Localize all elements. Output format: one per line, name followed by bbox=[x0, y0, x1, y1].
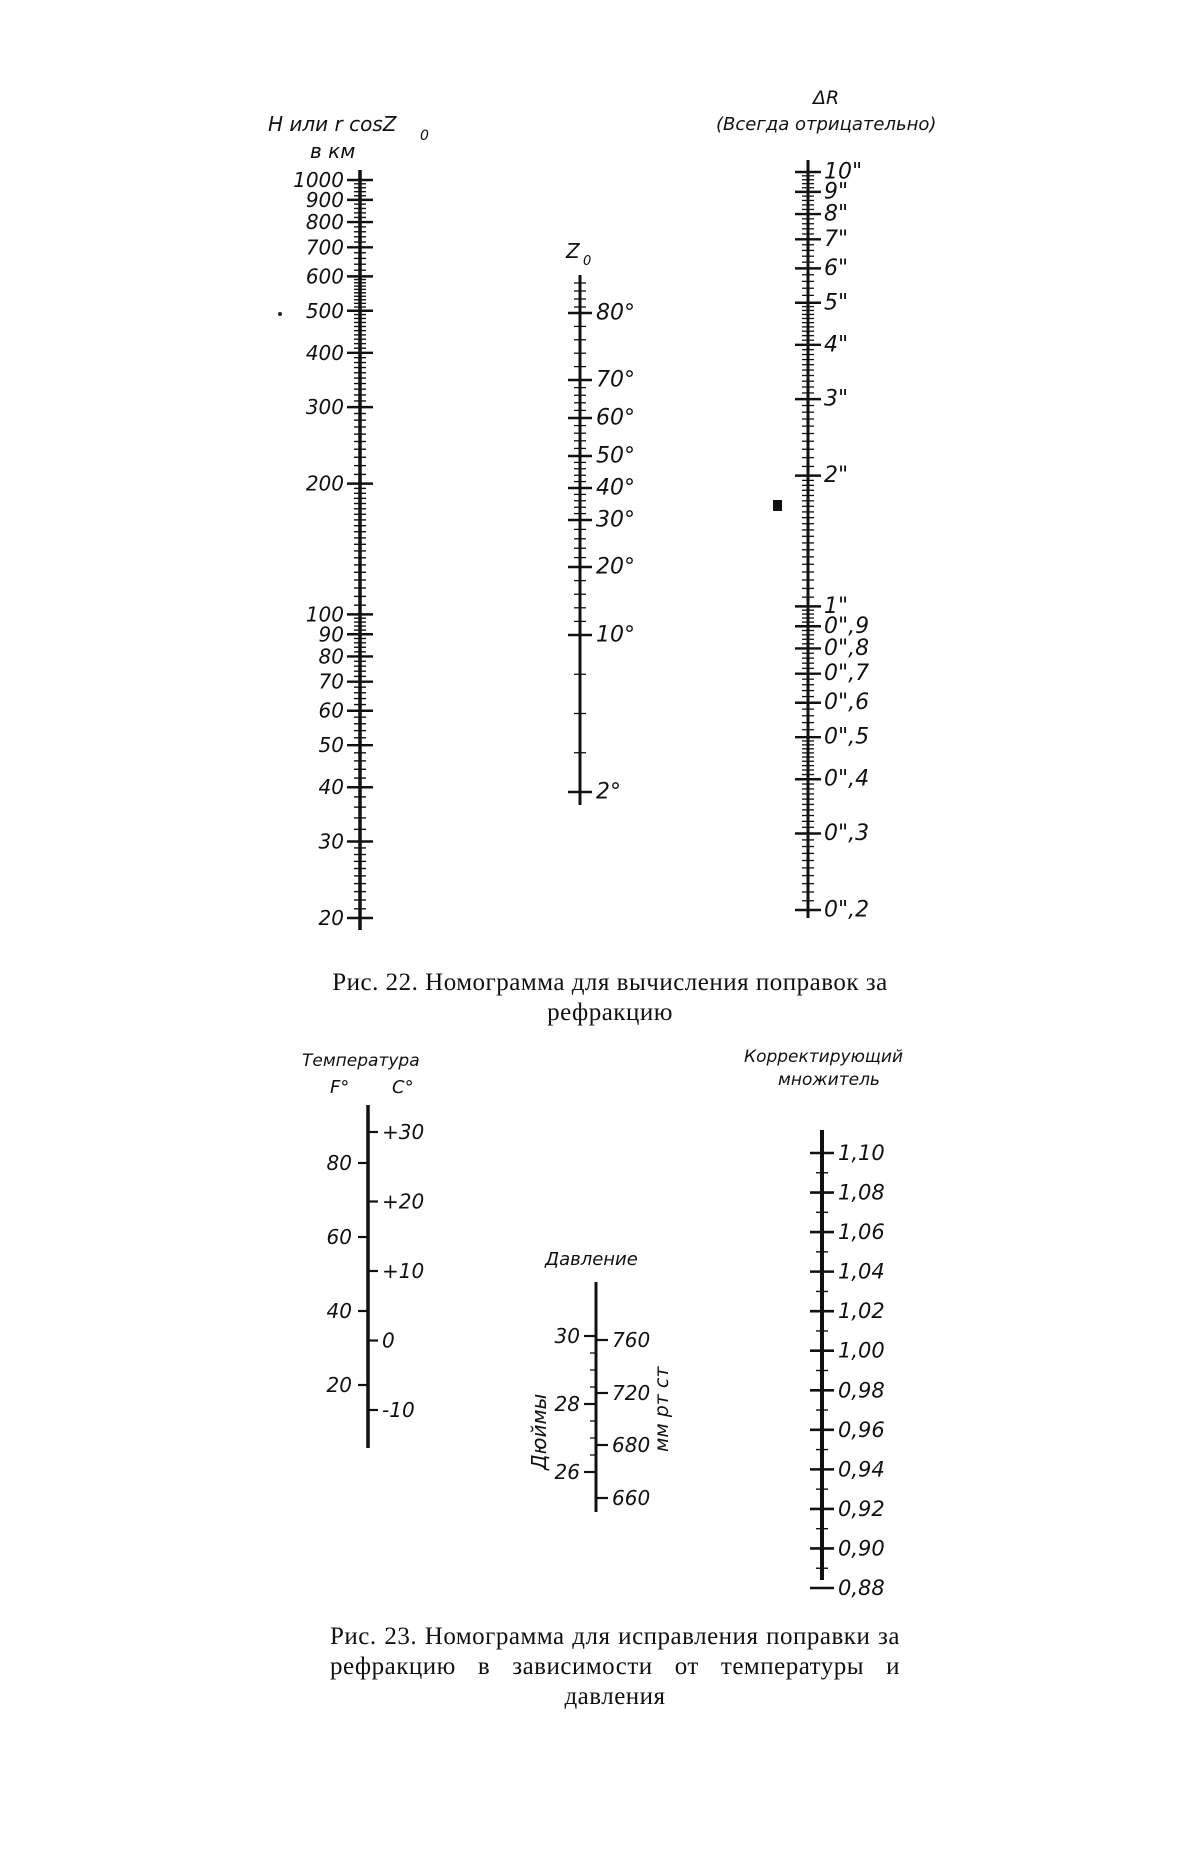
factor-label: 0,96 bbox=[838, 1417, 885, 1442]
dr-scale-label: 8" bbox=[824, 201, 849, 227]
temperature-f-label: 20 bbox=[326, 1373, 352, 1397]
dr-scale-label: 0",6 bbox=[824, 690, 870, 716]
dr-scale-label: 0",9 bbox=[824, 613, 870, 639]
pressure-mm-label: 660 bbox=[612, 1486, 651, 1510]
h-scale-label: 20 bbox=[318, 906, 344, 930]
ink-dot bbox=[278, 312, 282, 316]
z-scale-label: 30° bbox=[596, 507, 635, 533]
figure-23-caption bbox=[330, 1622, 900, 1712]
pressure-labels bbox=[555, 1324, 651, 1510]
h-scale-label: 80 bbox=[318, 644, 344, 669]
dr-scale-labels bbox=[824, 160, 869, 923]
factor-label: 1,00 bbox=[838, 1338, 885, 1363]
factor-label: 1,08 bbox=[838, 1180, 885, 1205]
dr-scale-label: 5" bbox=[824, 290, 849, 316]
h-scale-labels bbox=[293, 168, 344, 930]
h-scale-label: 70 bbox=[318, 669, 344, 694]
temperature-c-label: +10 bbox=[382, 1259, 425, 1283]
h-scale-label: 800 bbox=[305, 210, 344, 235]
temperature-unit-c: C° bbox=[392, 1077, 414, 1098]
h-scale-label: 900 bbox=[305, 187, 344, 212]
h-scale-label: 30 bbox=[318, 829, 344, 854]
factor-label: 1,02 bbox=[838, 1299, 885, 1324]
z-scale-labels bbox=[596, 301, 635, 805]
dr-scale-label: 2" bbox=[824, 463, 849, 489]
temperature-c-label: +20 bbox=[382, 1189, 425, 1214]
dr-scale-label: 0",5 bbox=[824, 724, 870, 750]
dr-scale-title-line1: ΔR bbox=[813, 87, 840, 109]
pressure-inch-label: 28 bbox=[554, 1392, 580, 1416]
temperature-unit-f: F° bbox=[330, 1077, 350, 1098]
pressure-mm-label: 760 bbox=[612, 1328, 651, 1352]
z-scale-title: Z bbox=[566, 239, 580, 263]
temperature-c-label: -10 bbox=[382, 1398, 415, 1422]
h-scale-label: 90 bbox=[318, 622, 344, 647]
h-scale-title-line2: в км bbox=[310, 139, 356, 163]
figure-22 bbox=[268, 87, 936, 930]
h-scale-label: 200 bbox=[305, 471, 344, 496]
dr-scale-label: 0",2 bbox=[824, 897, 870, 923]
figure-23 bbox=[302, 1047, 903, 1600]
h-scale-title bbox=[268, 112, 429, 163]
pressure-unit-inches: Дюймы bbox=[527, 1393, 551, 1470]
figure-22-caption-text: Номограмма для вычисления поправок за рефракцию bbox=[425, 969, 888, 1026]
h-scale-label: 600 bbox=[305, 264, 344, 289]
z-scale-label: 60° bbox=[596, 405, 635, 431]
factor-label: 1,10 bbox=[838, 1141, 885, 1165]
h-scale-title-sub: 0 bbox=[420, 128, 429, 144]
z-scale-label: 80° bbox=[596, 300, 635, 326]
dr-scale-label: 4" bbox=[824, 332, 849, 358]
dr-scale-label: 9" bbox=[824, 179, 849, 205]
dr-scale-title-line2: (Всегда отрицательно) bbox=[716, 114, 937, 135]
dr-scale-label: 0",4 bbox=[824, 766, 870, 792]
h-scale-label: 60 bbox=[318, 698, 344, 723]
figure-22-caption bbox=[280, 968, 940, 1028]
factor-label: 0,94 bbox=[838, 1457, 885, 1482]
h-scale-label: 1000 bbox=[293, 168, 344, 192]
dr-scale-label: 7" bbox=[824, 226, 849, 252]
pressure-inch-label: 30 bbox=[554, 1324, 580, 1348]
z-scale-title-sub: 0 bbox=[583, 254, 592, 269]
pressure-mm-label: 680 bbox=[612, 1433, 651, 1457]
z-scale-label: 50° bbox=[596, 443, 635, 469]
factor-labels bbox=[838, 1141, 885, 1600]
dr-scale-label: 1" bbox=[824, 593, 849, 619]
pressure-inch-label: 26 bbox=[554, 1460, 580, 1484]
temperature-c-label: +30 bbox=[382, 1120, 425, 1144]
pressure-title: Давление bbox=[545, 1249, 638, 1270]
temperature-title: Температура bbox=[302, 1051, 420, 1071]
pressure-mm-label: 720 bbox=[612, 1381, 651, 1405]
pressure-unit-mm: мм рт ст bbox=[651, 1366, 673, 1452]
h-scale-label: 40 bbox=[318, 775, 344, 800]
figure-23-caption-lead: Рис. 23. bbox=[330, 1623, 418, 1650]
z-scale-label: 70° bbox=[596, 367, 635, 393]
dr-scale-label: 0",7 bbox=[824, 661, 870, 687]
figure-23-caption-text: Номограмма для исправления поправки за рефракцию в зависимости от температуры и давления bbox=[330, 1623, 900, 1710]
temperature-c-label: 0 bbox=[382, 1328, 395, 1353]
factor-label: 1,04 bbox=[838, 1259, 885, 1284]
dr-scale-label: 0",3 bbox=[824, 821, 870, 847]
z-scale-label: 20° bbox=[596, 554, 635, 580]
factor-label: 0,98 bbox=[838, 1378, 885, 1403]
h-scale-label: 300 bbox=[305, 395, 344, 420]
dr-scale-label: 0",8 bbox=[824, 635, 870, 661]
temperature-f-label: 80 bbox=[326, 1151, 352, 1175]
h-scale-label: 700 bbox=[305, 235, 344, 260]
factor-title-line1: Корректирующий bbox=[744, 1047, 904, 1067]
z-scale-label: 2° bbox=[596, 779, 621, 805]
factor-label: 1,06 bbox=[838, 1220, 885, 1245]
h-scale-label: 50 bbox=[318, 733, 344, 758]
z-scale-label: 10° bbox=[596, 622, 635, 648]
factor-title-line2: множитель bbox=[778, 1070, 880, 1090]
factor-label: 0,92 bbox=[838, 1496, 885, 1521]
temperature-f-label: 40 bbox=[326, 1299, 352, 1323]
factor-label: 0,90 bbox=[838, 1536, 885, 1561]
h-scale-title-line1: H или r cosZ bbox=[268, 112, 397, 136]
ink-spot bbox=[773, 500, 782, 511]
h-scale-label: 100 bbox=[305, 602, 344, 627]
dr-scale-label: 3" bbox=[824, 386, 849, 412]
factor-label: 0,88 bbox=[838, 1576, 885, 1600]
h-scale-label: 500 bbox=[305, 298, 344, 323]
h-scale-label: 400 bbox=[305, 340, 344, 365]
temperature-f-label: 60 bbox=[326, 1225, 352, 1249]
dr-scale-label: 10" bbox=[824, 159, 863, 185]
figure-22-caption-lead: Рис. 22. bbox=[332, 969, 419, 996]
z-scale-label: 40° bbox=[596, 475, 635, 501]
dr-scale-label: 6" bbox=[824, 255, 849, 281]
